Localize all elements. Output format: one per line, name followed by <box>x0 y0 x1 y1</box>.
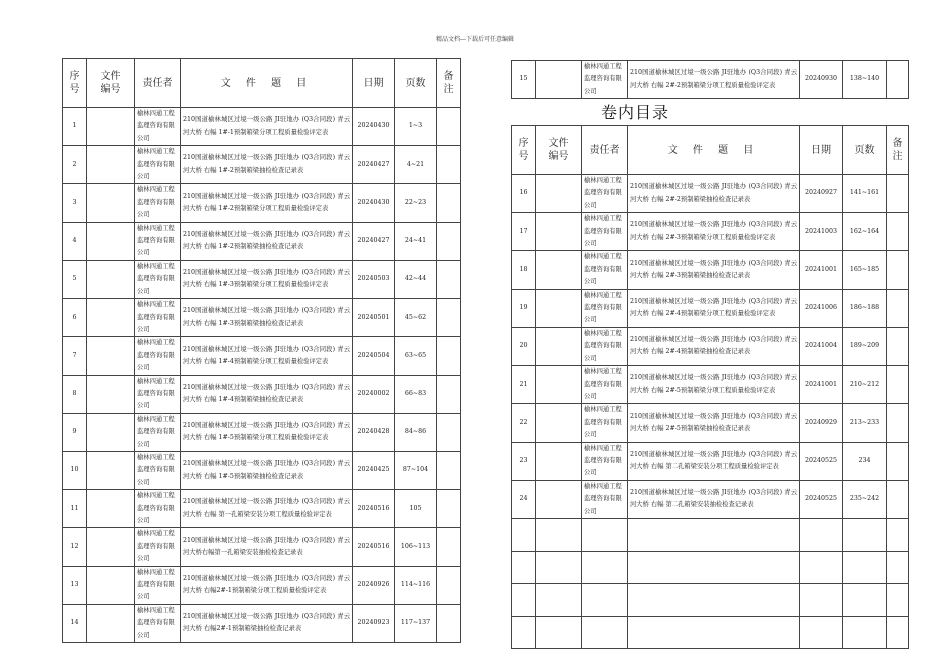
table-row <box>512 289 909 327</box>
row-title: 210国道榆林城区过境一级公路 JI驻地办 (Q3合同段) 青云河大桥 右幅 1#-1预制箱梁分项工程质量检验评定表 <box>181 108 353 146</box>
empty-cell <box>843 584 887 617</box>
table-row <box>63 490 461 528</box>
row-responsible: 榆林四通工程监理咨询有限公司 <box>582 480 628 518</box>
table-row <box>63 299 461 337</box>
row-no: 3 <box>63 184 87 222</box>
row-pages: 87~104 <box>395 451 437 489</box>
header-pages: 页数 <box>395 59 437 108</box>
row-file-no <box>87 451 135 489</box>
row-pages: 4~21 <box>395 146 437 184</box>
row-date: 20240002 <box>353 375 395 413</box>
row-responsible: 榆林四通工程监理咨询有限公司 <box>582 366 628 404</box>
row-remarks <box>887 213 909 251</box>
row-remarks <box>437 451 461 489</box>
table-row <box>512 404 909 442</box>
row-date: 20240525 <box>800 480 843 518</box>
row-no: 23 <box>512 442 536 480</box>
table-row <box>512 251 909 289</box>
table-header-row <box>512 126 909 175</box>
row-date: 20240430 <box>353 108 395 146</box>
row-date: 20240927 <box>800 175 843 213</box>
catalog-table-right <box>511 125 909 649</box>
row-no: 17 <box>512 213 536 251</box>
row-pages: 1~3 <box>395 108 437 146</box>
empty-cell <box>512 616 536 649</box>
row-date: 20240425 <box>353 451 395 489</box>
row-pages: 234 <box>843 442 887 480</box>
table-row <box>63 566 461 604</box>
row-date: 20240525 <box>800 442 843 480</box>
row-date: 20241006 <box>800 289 843 327</box>
empty-cell <box>536 584 582 617</box>
empty-cell <box>843 518 887 551</box>
row-responsible: 榆林四通工程监理咨询有限公司 <box>135 337 181 375</box>
row-file-no <box>87 337 135 375</box>
empty-cell <box>582 518 628 551</box>
row-file-no <box>536 289 582 327</box>
row-date: 20241003 <box>800 213 843 251</box>
row-no: 21 <box>512 366 536 404</box>
row-file-no <box>536 327 582 365</box>
empty-cell <box>582 616 628 649</box>
row-date: 20240930 <box>800 61 843 99</box>
row-no: 4 <box>63 222 87 260</box>
row-no: 1 <box>63 108 87 146</box>
row-title: 210国道榆林城区过境一级公路 JI驻地办 (Q3合同段) 青云河大桥 右幅 第二孔箱梁安装分项工程质量检验评定表 <box>628 442 800 480</box>
row-remarks <box>437 260 461 298</box>
row-no: 6 <box>63 299 87 337</box>
row-title: 210国道榆林城区过境一级公路 JI驻地办 (Q3合同段) 青云河大桥 右幅 2#-2预制箱梁分项工程质量检验评定表 <box>628 61 800 99</box>
row-pages: 105 <box>395 490 437 528</box>
row-date: 20240929 <box>800 404 843 442</box>
row-title: 210国道榆林城区过境一级公路 JI驻地办 (Q3合同段) 青云河大桥 右幅2#-1预制箱梁抽检检查记录表 <box>181 604 353 642</box>
row-title: 210国道榆林城区过境一级公路 JI驻地办 (Q3合同段) 青云河大桥 右幅 2#-3预制箱梁抽检检查记录表 <box>628 251 800 289</box>
empty-row <box>512 518 909 551</box>
row-file-no <box>87 604 135 642</box>
catalog-table-right-continuation <box>511 60 909 99</box>
row-file-no <box>536 213 582 251</box>
table-row <box>512 327 909 365</box>
empty-cell <box>536 616 582 649</box>
table-row <box>63 260 461 298</box>
row-responsible: 榆林四通工程监理咨询有限公司 <box>582 61 628 99</box>
row-remarks <box>887 251 909 289</box>
catalog-table-left <box>62 58 461 643</box>
row-pages: 24~41 <box>395 222 437 260</box>
row-title: 210国道榆林城区过境一级公路 JI驻地办 (Q3合同段) 青云河大桥 右幅 第二孔箱梁安装抽检检查记录表 <box>628 480 800 518</box>
row-no: 10 <box>63 451 87 489</box>
empty-cell <box>843 616 887 649</box>
row-date: 20240504 <box>353 337 395 375</box>
empty-cell <box>628 551 800 584</box>
row-pages: 22~23 <box>395 184 437 222</box>
row-date: 20240430 <box>353 184 395 222</box>
row-pages: 106~113 <box>395 528 437 566</box>
row-title: 210国道榆林城区过境一级公路 JI驻地办 (Q3合同段) 青云河大桥 右幅 1#-2预制箱梁抽检检查记录表 <box>181 146 353 184</box>
row-file-no <box>87 528 135 566</box>
row-file-no <box>87 184 135 222</box>
row-responsible: 榆林四通工程监理咨询有限公司 <box>582 404 628 442</box>
row-pages: 189~209 <box>843 327 887 365</box>
row-remarks <box>437 413 461 451</box>
row-remarks <box>887 289 909 327</box>
row-title: 210国道榆林城区过境一级公路 JI驻地办 (Q3合同段) 青云河大桥 右幅 2#-4预制箱梁抽检检查记录表 <box>628 327 800 365</box>
empty-cell <box>512 518 536 551</box>
row-pages: 141~161 <box>843 175 887 213</box>
empty-cell <box>536 518 582 551</box>
table-header-row <box>63 59 461 108</box>
empty-row <box>512 616 909 649</box>
row-no: 16 <box>512 175 536 213</box>
empty-cell <box>800 584 843 617</box>
table-row <box>512 366 909 404</box>
row-date: 20240923 <box>353 604 395 642</box>
row-no: 18 <box>512 251 536 289</box>
table-row <box>63 184 461 222</box>
header-remarks: 备 注 <box>437 59 461 108</box>
table-row <box>512 213 909 251</box>
row-date: 20240428 <box>353 413 395 451</box>
row-remarks <box>887 442 909 480</box>
row-pages: 63~65 <box>395 337 437 375</box>
row-file-no <box>536 61 582 99</box>
header-no: 序 号 <box>512 126 536 175</box>
row-title: 210国道榆林城区过境一级公路 JI驻地办 (Q3合同段) 青云河大桥右幅第一孔箱梁安装抽检检查记录表 <box>181 528 353 566</box>
row-no: 14 <box>63 604 87 642</box>
empty-cell <box>887 518 909 551</box>
row-title: 210国道榆林城区过境一级公路 JI驻地办 (Q3合同段) 青云河大桥 右幅 2#-5预制箱梁抽检检查记录表 <box>628 404 800 442</box>
row-responsible: 榆林四通工程监理咨询有限公司 <box>135 528 181 566</box>
header-file-no: 文件 编号 <box>87 59 135 108</box>
row-pages: 213~233 <box>843 404 887 442</box>
row-pages: 162~164 <box>843 213 887 251</box>
row-no: 11 <box>63 490 87 528</box>
row-remarks <box>437 146 461 184</box>
row-date: 20241004 <box>800 327 843 365</box>
empty-cell <box>800 518 843 551</box>
row-pages: 138~140 <box>843 61 887 99</box>
row-pages: 66~83 <box>395 375 437 413</box>
row-responsible: 榆林四通工程监理咨询有限公司 <box>135 260 181 298</box>
row-responsible: 榆林四通工程监理咨询有限公司 <box>135 604 181 642</box>
row-no: 20 <box>512 327 536 365</box>
empty-cell <box>887 551 909 584</box>
table-row <box>512 175 909 213</box>
table-row <box>63 413 461 451</box>
header-file-no: 文件 编号 <box>536 126 582 175</box>
empty-cell <box>582 551 628 584</box>
row-remarks <box>437 490 461 528</box>
row-no: 2 <box>63 146 87 184</box>
row-responsible: 榆林四通工程监理咨询有限公司 <box>135 184 181 222</box>
row-file-no <box>87 490 135 528</box>
row-title: 210国道榆林城区过境一级公路 JI驻地办 (Q3合同段) 青云河大桥 右幅 1#-5预制箱梁分项工程质量检验评定表 <box>181 413 353 451</box>
empty-cell <box>800 616 843 649</box>
table-row <box>512 61 909 99</box>
row-no: 19 <box>512 289 536 327</box>
row-file-no <box>87 375 135 413</box>
table-row <box>63 375 461 413</box>
row-date: 20241001 <box>800 251 843 289</box>
row-title: 210国道榆林城区过境一级公路 JI驻地办 (Q3合同段) 青云河大桥 右幅 1#-5预制箱梁抽检检查记录表 <box>181 451 353 489</box>
row-responsible: 榆林四通工程监理咨询有限公司 <box>135 451 181 489</box>
row-remarks <box>437 375 461 413</box>
row-title: 210国道榆林城区过境一级公路 JI驻地办 (Q3合同段) 青云河大桥 右幅 1#-4预制箱梁分项工程质量检验评定表 <box>181 337 353 375</box>
row-remarks <box>887 175 909 213</box>
row-file-no <box>536 251 582 289</box>
row-date: 20240501 <box>353 299 395 337</box>
row-file-no <box>536 404 582 442</box>
row-date: 20240503 <box>353 260 395 298</box>
row-no: 12 <box>63 528 87 566</box>
row-responsible: 榆林四通工程监理咨询有限公司 <box>135 490 181 528</box>
row-title: 210国道榆林城区过境一级公路 JI驻地办 (Q3合同段) 青云河大桥 右幅 1#-4预制箱梁抽检检查记录表 <box>181 375 353 413</box>
row-responsible: 榆林四通工程监理咨询有限公司 <box>135 108 181 146</box>
empty-cell <box>628 584 800 617</box>
page-header: 精品文档---下载后可任意编辑 <box>435 36 515 43</box>
row-responsible: 榆林四通工程监理咨询有限公司 <box>135 222 181 260</box>
row-title: 210国道榆林城区过境一级公路 JI驻地办 (Q3合同段) 青云河大桥 右幅 2#-3预制箱梁分项工程质量检验评定表 <box>628 213 800 251</box>
row-pages: 186~188 <box>843 289 887 327</box>
empty-cell <box>800 551 843 584</box>
row-remarks <box>437 222 461 260</box>
row-date: 20240516 <box>353 490 395 528</box>
row-remarks <box>887 480 909 518</box>
row-title: 210国道榆林城区过境一级公路 JI驻地办 (Q3合同段) 青云河大桥 右幅 1#-2预制箱梁分项工程质量检验评定表 <box>181 184 353 222</box>
table-row <box>63 528 461 566</box>
row-remarks <box>887 61 909 99</box>
empty-cell <box>628 616 800 649</box>
row-remarks <box>887 366 909 404</box>
row-file-no <box>87 146 135 184</box>
row-remarks <box>437 108 461 146</box>
row-remarks <box>437 299 461 337</box>
row-responsible: 榆林四通工程监理咨询有限公司 <box>135 146 181 184</box>
empty-row <box>512 584 909 617</box>
header-no: 序 号 <box>63 59 87 108</box>
header-date: 日期 <box>353 59 395 108</box>
row-file-no <box>87 222 135 260</box>
row-date: 20240427 <box>353 146 395 184</box>
empty-cell <box>887 616 909 649</box>
row-remarks <box>437 604 461 642</box>
table-row <box>63 108 461 146</box>
row-pages: 165~185 <box>843 251 887 289</box>
row-pages: 235~242 <box>843 480 887 518</box>
row-no: 24 <box>512 480 536 518</box>
row-no: 22 <box>512 404 536 442</box>
row-date: 20240926 <box>353 566 395 604</box>
row-title: 210国道榆林城区过境一级公路 JI驻地办 (Q3合同段) 青云河大桥 右幅 第一孔箱梁安装分项工程质量检验评定表 <box>181 490 353 528</box>
header-pages: 页数 <box>843 126 887 175</box>
row-remarks <box>437 528 461 566</box>
row-pages: 42~44 <box>395 260 437 298</box>
row-no: 7 <box>63 337 87 375</box>
row-remarks <box>437 184 461 222</box>
row-date: 20241001 <box>800 366 843 404</box>
row-file-no <box>536 442 582 480</box>
table-row <box>63 146 461 184</box>
empty-cell <box>843 551 887 584</box>
row-title: 210国道榆林城区过境一级公路 JI驻地办 (Q3合同段) 青云河大桥 右幅2#-1预制箱梁分项工程质量检验评定表 <box>181 566 353 604</box>
row-no: 13 <box>63 566 87 604</box>
empty-cell <box>512 584 536 617</box>
empty-row <box>512 551 909 584</box>
row-responsible: 榆林四通工程监理咨询有限公司 <box>135 413 181 451</box>
table-row <box>512 480 909 518</box>
header-responsible: 责任者 <box>135 59 181 108</box>
row-responsible: 榆林四通工程监理咨询有限公司 <box>582 213 628 251</box>
row-responsible: 榆林四通工程监理咨询有限公司 <box>582 289 628 327</box>
header-date: 日期 <box>800 126 843 175</box>
row-remarks <box>437 566 461 604</box>
row-title: 210国道榆林城区过境一级公路 JI驻地办 (Q3合同段) 青云河大桥 右幅 1#-3预制箱梁分项工程质量检验评定表 <box>181 260 353 298</box>
row-file-no <box>87 260 135 298</box>
toc-title: 卷内目录 <box>600 103 669 122</box>
row-no: 15 <box>512 61 536 99</box>
table-row <box>512 442 909 480</box>
row-remarks <box>437 337 461 375</box>
empty-cell <box>536 551 582 584</box>
header-remarks: 备 注 <box>887 126 909 175</box>
header-title: 文 件 题 目 <box>628 126 800 175</box>
table-row <box>63 222 461 260</box>
row-date: 20240516 <box>353 528 395 566</box>
row-file-no <box>536 366 582 404</box>
row-title: 210国道榆林城区过境一级公路 JI驻地办 (Q3合同段) 青云河大桥 右幅 1#-3预制箱梁抽检检查记录表 <box>181 299 353 337</box>
row-responsible: 榆林四通工程监理咨询有限公司 <box>582 442 628 480</box>
row-file-no <box>536 175 582 213</box>
row-responsible: 榆林四通工程监理咨询有限公司 <box>135 566 181 604</box>
row-title: 210国道榆林城区过境一级公路 JI驻地办 (Q3合同段) 青云河大桥 右幅 1#-2预制箱梁抽检检查记录表 <box>181 222 353 260</box>
table-row <box>63 604 461 642</box>
row-no: 8 <box>63 375 87 413</box>
row-no: 5 <box>63 260 87 298</box>
row-pages: 84~86 <box>395 413 437 451</box>
table-row <box>63 451 461 489</box>
row-file-no <box>87 566 135 604</box>
empty-cell <box>887 584 909 617</box>
row-file-no <box>87 299 135 337</box>
row-responsible: 榆林四通工程监理咨询有限公司 <box>135 299 181 337</box>
row-responsible: 榆林四通工程监理咨询有限公司 <box>582 251 628 289</box>
row-pages: 117~137 <box>395 604 437 642</box>
row-remarks <box>887 404 909 442</box>
row-no: 9 <box>63 413 87 451</box>
row-responsible: 榆林四通工程监理咨询有限公司 <box>582 175 628 213</box>
row-title: 210国道榆林城区过境一级公路 JI驻地办 (Q3合同段) 青云河大桥 右幅 2#-2预制箱梁抽检检查记录表 <box>628 175 800 213</box>
row-pages: 210~212 <box>843 366 887 404</box>
row-title: 210国道榆林城区过境一级公路 JI驻地办 (Q3合同段) 青云河大桥 右幅 2#-4预制箱梁分项工程质量检验评定表 <box>628 289 800 327</box>
header-title: 文 件 题 目 <box>181 59 353 108</box>
row-file-no <box>536 480 582 518</box>
row-pages: 45~62 <box>395 299 437 337</box>
row-responsible: 榆林四通工程监理咨询有限公司 <box>135 375 181 413</box>
row-date: 20240427 <box>353 222 395 260</box>
empty-cell <box>628 518 800 551</box>
row-title: 210国道榆林城区过境一级公路 JI驻地办 (Q3合同段) 青云河大桥 右幅 2#-5预制箱梁分项工程质量检验评定表 <box>628 366 800 404</box>
row-pages: 114~116 <box>395 566 437 604</box>
header-responsible: 责任者 <box>582 126 628 175</box>
row-remarks <box>887 327 909 365</box>
row-file-no <box>87 413 135 451</box>
empty-cell <box>582 584 628 617</box>
empty-cell <box>512 551 536 584</box>
row-responsible: 榆林四通工程监理咨询有限公司 <box>582 327 628 365</box>
table-row <box>63 337 461 375</box>
row-file-no <box>87 108 135 146</box>
